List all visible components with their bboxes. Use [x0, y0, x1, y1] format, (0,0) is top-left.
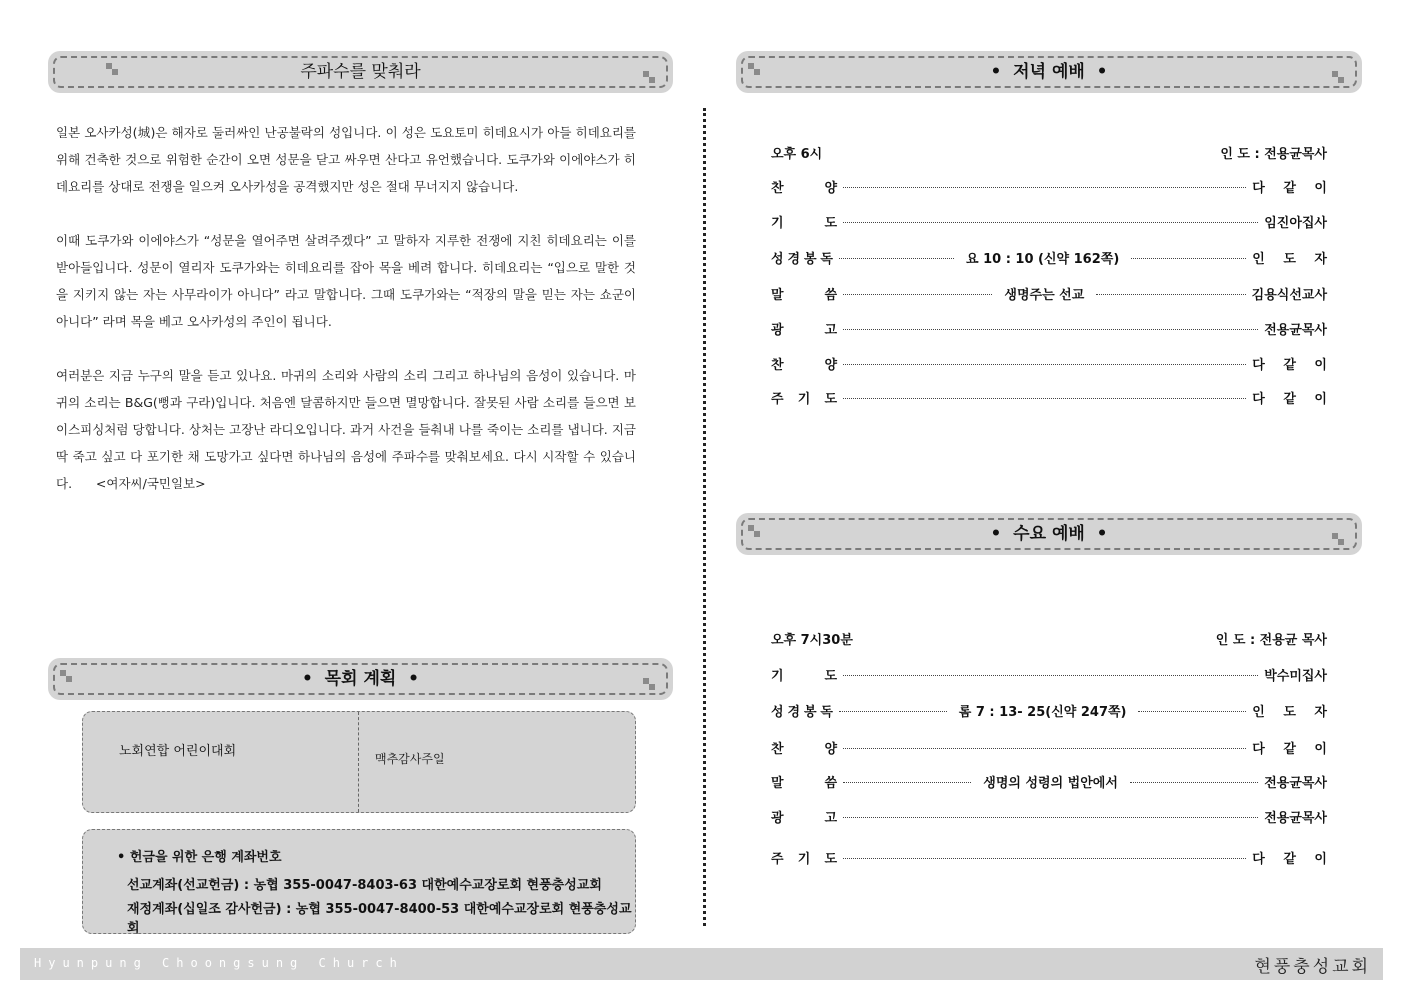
dot-leader: [1130, 782, 1258, 783]
order-row: [771, 806, 1327, 826]
dot-leader: [843, 329, 1258, 330]
footer-english-name: Hyunpung Choongsung Church: [34, 956, 404, 970]
order-label: 주 기 도: [771, 851, 837, 867]
article-paragraph: 이때 도쿠가와 이에야스가 “성문을 열어주면 살려주겠다” 고 말하자 지루한 전쟁에 지친 히데요리는 이를 받아들입니다. 성문이 열리자 도쿠가와는 히데요리를 잡아 목을 베려 합니다. 히데요리는 “입으로 말한 것을 지키지 않는 자는 사무라이가 아니다” 라고 말합니다. 그때 도쿠가와는 “적장의 말을 믿는 자는 쇼군이 아니다” 라며 목을 베고 오사카성의 주인이 됩니다.: [56, 233, 636, 329]
wednesday-header: [771, 629, 1327, 649]
order-person: 김용식선교사: [1251, 287, 1328, 303]
order-label: 광 고: [771, 322, 837, 338]
evening-header: [771, 143, 1327, 163]
wednesday-leader: 인 도 : 전용균 목사: [1215, 633, 1327, 648]
order-row: [771, 247, 1334, 267]
mission-account: 선교계좌(선교헌금) : 농협 355-0047-8403-63 대한예수교장로회 현풍충성교회: [127, 878, 602, 893]
order-row: [771, 176, 1334, 196]
order-label: 기 도: [771, 215, 837, 231]
order-label: 찬 양: [771, 180, 837, 196]
order-person: 다 같 이: [1252, 851, 1334, 867]
plan-item-2: 맥추감사주일: [375, 752, 445, 766]
dot-leader: [843, 858, 1246, 859]
article-paragraph: 여러분은 지금 누구의 말을 듣고 있나요. 마귀의 소리와 사람의 소리 그리고 하나님의 음성이 있습니다. 마귀의 소리는 B&G(뻥과 구라)입니다. 처음엔 달콤하지만 들으면 멸망합니다. 잘못된 사람 소리를 들으면 보이스피싱처럼 당합니다. 상처는 고장난 라디오입니다. 과거 사건을 들춰내 나를 죽이는 소리를 냅니다. 지금 딱 죽고 싶고 다 포기한 채 도망가고 싶다면 하나님의 음성에 주파수를 맞춰보세요. 다시 시작할 수 있습니다. <여자씨/국민일보>: [56, 368, 636, 491]
order-person: 인 도 자: [1252, 251, 1334, 267]
order-row: [771, 737, 1334, 757]
order-label: 성 경 봉 독: [771, 704, 833, 720]
order-label: 기 도: [771, 668, 837, 684]
order-detail: 롬 7 : 13- 25(신약 247쪽): [958, 704, 1127, 720]
order-row: [771, 771, 1327, 791]
order-label: 찬 양: [771, 741, 837, 757]
order-label: 성 경 봉 독: [771, 251, 833, 267]
evening-title-banner: [736, 51, 1362, 93]
dot-leader: [843, 187, 1246, 188]
evening-title: • 저녁 예배 •: [990, 62, 1108, 82]
order-label: 주 기 도: [771, 391, 837, 407]
order-person: 인 도 자: [1252, 704, 1334, 720]
order-person: 박수미집사: [1264, 668, 1327, 684]
evening-leader: 인 도 : 전용균목사: [1220, 147, 1327, 162]
plan-item-1: 노회연합 어린이대회: [119, 744, 237, 759]
order-label: 찬 양: [771, 357, 837, 373]
order-detail: 생명의 성령의 법안에서: [983, 775, 1118, 791]
order-row: [771, 387, 1334, 407]
article-source: <여자씨/국민일보>: [95, 476, 206, 491]
wednesday-time: 오후 7시30분: [771, 633, 853, 648]
order-person: 다 같 이: [1252, 741, 1334, 757]
dot-leader: [843, 675, 1258, 676]
order-person: 전용균목사: [1264, 322, 1327, 338]
dot-leader: [843, 748, 1246, 749]
article-title-banner: [48, 51, 673, 93]
plan-divider: [358, 712, 359, 812]
order-person: 다 같 이: [1252, 391, 1334, 407]
order-row: [771, 283, 1327, 303]
column-divider: [703, 108, 706, 926]
order-row: [771, 664, 1327, 684]
wednesday-title: • 수요 예배 •: [990, 524, 1108, 544]
article-body: [56, 119, 636, 524]
order-label: 광 고: [771, 810, 837, 826]
order-label: 말 씀: [771, 287, 837, 303]
order-person: 전용균목사: [1264, 775, 1327, 791]
order-row: [771, 847, 1334, 867]
dot-leader: [843, 364, 1246, 365]
order-row: [771, 700, 1334, 720]
dot-leader: [1131, 258, 1246, 259]
dot-leader: [843, 817, 1258, 818]
order-detail: 요 10 : 10 (신약 162쪽): [966, 251, 1120, 267]
order-row: [771, 211, 1327, 231]
order-person: 다 같 이: [1252, 357, 1334, 373]
dot-leader: [839, 711, 947, 712]
order-row: [771, 318, 1327, 338]
finance-account: 재정계좌(십일조 감사헌금) : 농협 355-0047-8400-53 대한예수교장로회 현풍충성교회: [127, 902, 632, 936]
dot-leader: [1138, 711, 1246, 712]
plan-box: [82, 711, 636, 813]
evening-time: 오후 6시: [771, 147, 823, 162]
dot-leader: [843, 398, 1246, 399]
order-detail: 생명주는 선교: [1004, 287, 1085, 303]
order-person: 전용균목사: [1264, 810, 1327, 826]
article-paragraph: 일본 오사카성(城)은 해자로 둘러싸인 난공불락의 성입니다. 이 성은 도요토미 히데요시가 아들 히데요리를 위해 건축한 것으로 위험한 순간이 오면 성문을 닫고 싸우면 산다고 유언했습니다. 도쿠가와 이에야스가 히데요리를 상대로 전쟁을 일으켜 오사카성을 공격했지만 성은 절대 무너지지 않습니다.: [56, 125, 636, 194]
wednesday-title-banner: [736, 513, 1362, 555]
footer-bar: [20, 948, 1383, 980]
article-title: 주파수를 맞춰라: [300, 62, 421, 82]
bank-title: • 헌금을 위한 은행 계좌번호: [117, 850, 282, 865]
order-person: 임진아집사: [1264, 215, 1327, 231]
dot-leader: [839, 258, 954, 259]
dot-leader: [1096, 294, 1245, 295]
dot-leader: [843, 782, 971, 783]
order-row: [771, 353, 1334, 373]
bank-account-box: [82, 829, 636, 934]
footer-korean-name: 현풍충성교회: [1254, 957, 1371, 977]
plan-title-banner: [48, 658, 673, 700]
order-person: 다 같 이: [1252, 180, 1334, 196]
plan-title: • 목회 계획 •: [301, 669, 419, 689]
dot-leader: [843, 294, 992, 295]
dot-leader: [843, 222, 1258, 223]
order-label: 말 씀: [771, 775, 837, 791]
